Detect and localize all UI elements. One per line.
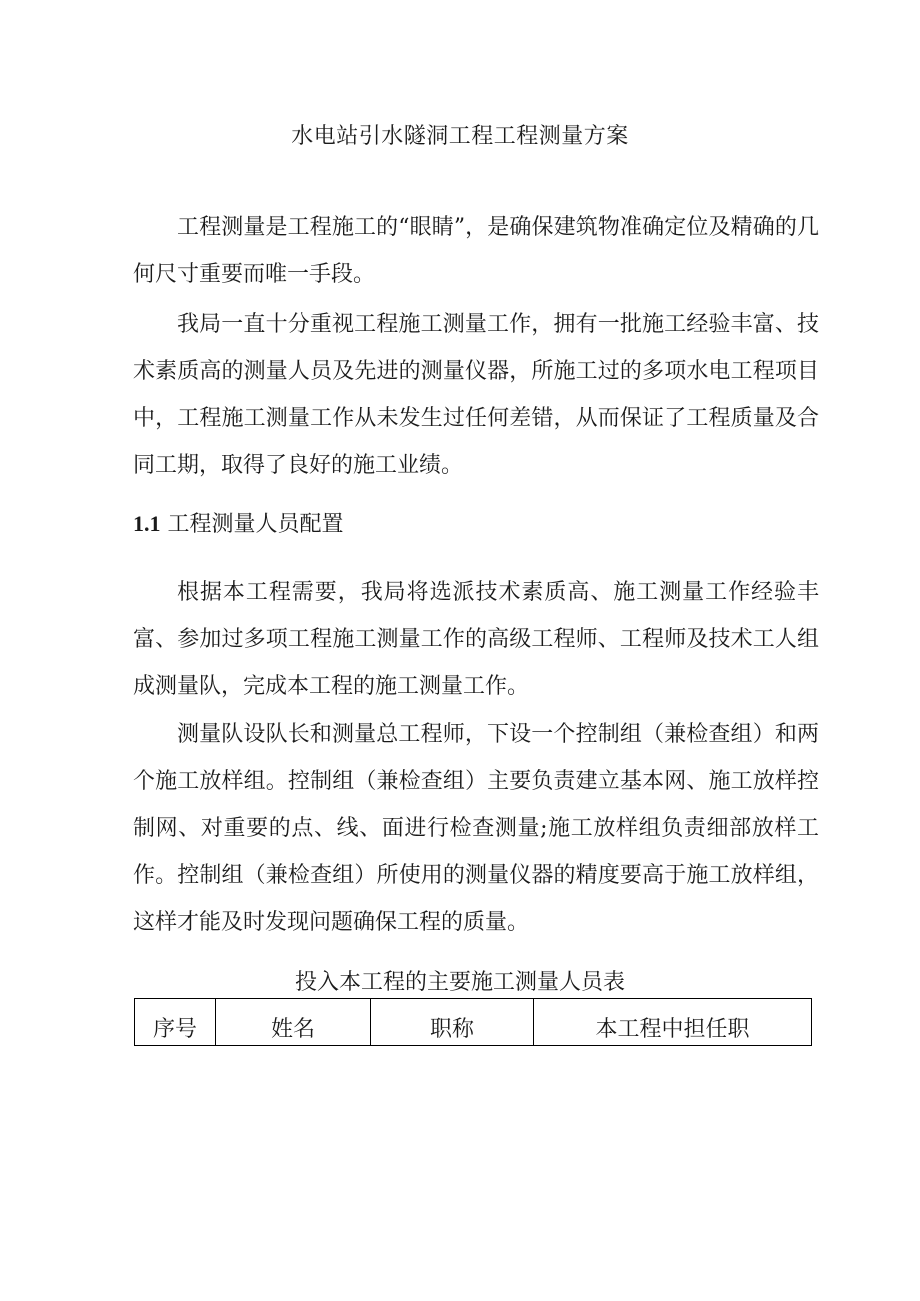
- experience-paragraph: 我局一直十分重视工程施工测量工作，拥有一批施工经验丰富、技术素质高的测量人员及先进的测量仪器，所施工过的多项水电工程项目中，工程施工测量工作从未发生过任何差错，从而保证了工程质量及合同工期，取得了良好的施工业绩。: [133, 312, 819, 478]
- section-number: 1.1: [133, 511, 161, 536]
- staff-table: [134, 998, 812, 1046]
- staffing-paragraph: 根据本工程需要，我局将选派技术素质高、施工测量工作经验丰富、参加过多项工程施工测量工作的高级工程师、工程师及技术工人组成测量队，完成本工程的施工测量工作。: [133, 580, 819, 699]
- header-name: 姓名: [216, 999, 371, 1046]
- table-header-row: [135, 999, 812, 1046]
- header-serial: 序号: [135, 999, 216, 1046]
- document-title: 水电站引水隧洞工程工程测量方案: [291, 124, 629, 149]
- section-title: 工程测量人员配置: [167, 512, 344, 537]
- section-heading: [133, 504, 344, 545]
- table-caption: 投入本工程的主要施工测量人员表: [294, 970, 625, 995]
- team-structure-paragraph: 测量队设队长和测量总工程师，下设一个控制组（兼检查组）和两个施工放样组。控制组（兼检查组）主要负责建立基本网、施工放样控制网、对重要的点、线、面进行检查测量;施工放样组负责细部放样工作。控制组（兼检查组）所使用的测量仪器的精度要高于施工放样组，这样才能及时发现问题确保工程的质量。: [133, 722, 819, 935]
- header-position: 本工程中担任职: [534, 999, 812, 1046]
- intro-paragraph: 工程测量是工程施工的“眼睛”，是确保建筑物准确定位及精确的几何尺寸重要而唯一手段。: [133, 215, 819, 287]
- header-title: 职称: [371, 999, 534, 1046]
